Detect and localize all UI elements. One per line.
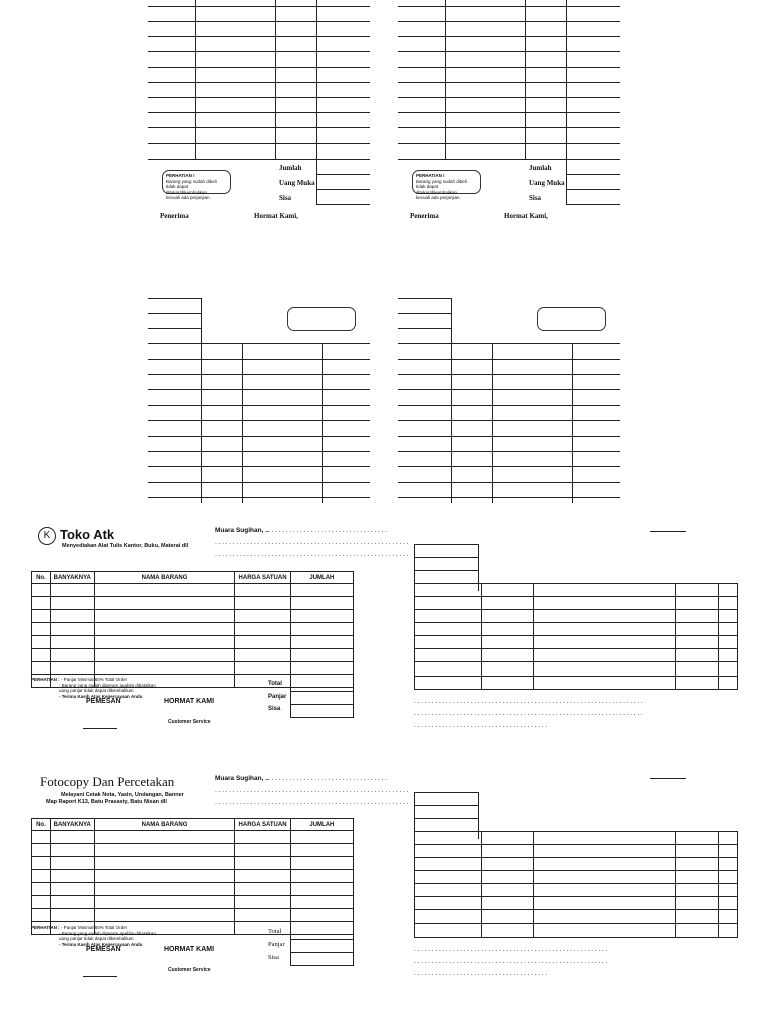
penerima-label: Penerima: [410, 212, 439, 220]
col-jumlah: JUMLAH: [290, 572, 353, 584]
warning-line: Barang yang sudah dibeli: [166, 178, 217, 184]
hormat-label: Hormat Kami,: [504, 212, 548, 220]
city-date: Muara Sugihan, ..: [215, 527, 269, 534]
table-row: [32, 844, 354, 857]
table-row: [32, 623, 354, 636]
subtitle-line-1: Melayani Cetak Nota, Yasin, Undangan, Banner: [61, 792, 184, 798]
col-banyaknya: BANYAKNYA: [50, 572, 94, 584]
notes: [31, 925, 231, 947]
sisa-label: Sisa: [279, 194, 292, 202]
uang-muka-label: Uang Muka: [279, 179, 315, 187]
pemesan-label: PEMESAN: [86, 946, 121, 953]
note-line: - Panjar Minimal 60% Total Order: [60, 677, 128, 682]
table-row: [32, 896, 354, 909]
col-nama-barang: NAMA BARANG: [94, 819, 235, 831]
note-line: uang panjar tidak dapat dikembalikan: [59, 936, 134, 941]
shop-title: Toko Atk: [60, 527, 115, 542]
dotted-line: .......................................................: [215, 539, 410, 546]
table-row: [32, 610, 354, 623]
table-row: [32, 584, 354, 597]
warning-box: [412, 170, 481, 200]
jumlah-label: Jumlah: [529, 164, 552, 172]
warning-box: [162, 170, 231, 200]
customer-service-label: Customer Service: [168, 719, 211, 725]
shop-subtitle: [46, 792, 184, 806]
hormat-kami-label: HORMAT KAMI: [164, 946, 215, 953]
note-line: - Terima Kasih Atas Kepercayaan Anda: [59, 693, 143, 699]
dotted-line: .................................................................: [414, 698, 645, 705]
total-label: Total: [268, 681, 282, 687]
warning-title: PERHATIAN !: [416, 173, 445, 178]
notes-label: PERHATIAN :: [31, 677, 60, 682]
notes-label: PERHATIAN :: [31, 925, 60, 930]
note-line: uang panjar tidak dapat dikembalikan: [59, 688, 134, 693]
warning-line: kecuali ada perjanjian.: [166, 195, 211, 200]
table-row: [32, 636, 354, 649]
hormat-kami-label: HORMAT KAMI: [164, 698, 215, 705]
sisa-label: Sisa: [268, 954, 279, 961]
warning-line: Barang yang sudah dibeli: [416, 178, 467, 184]
date-dotted-line: ..................................: [268, 527, 389, 534]
subtitle-line-2: Map Raport K13, Batu Prasasty, Batu Nisan dll: [46, 799, 167, 805]
dotted-line: .......................................................: [414, 958, 609, 965]
col-nama-barang: NAMA BARANG: [94, 572, 235, 584]
table-row: [32, 870, 354, 883]
shop-subtitle: Menyediakan Alat Tulis Kantor, Buku, Materai dll: [62, 543, 189, 549]
pemesan-label: PEMESAN: [86, 698, 121, 705]
col-harga-satuan: HARGA SATUAN: [235, 572, 290, 584]
panjar-label: Panjar: [268, 694, 287, 700]
col-no: No.: [32, 819, 51, 831]
table-row: [32, 662, 354, 675]
note-line: - Panjar Minimal 60% Total Order: [60, 925, 128, 930]
warning-box-rotated: [537, 307, 606, 331]
panjar-label: Panjar: [268, 941, 285, 948]
note-line: - Barang yang sudah diperam apabila dibatalkan: [59, 930, 156, 936]
logo-k-icon: K: [38, 527, 56, 545]
dotted-line: .......................................................: [215, 551, 410, 558]
customer-service-label: Customer Service: [168, 967, 211, 973]
note-line: - Terima Kasih Atas Kepercayaan Anda: [59, 941, 143, 947]
table-row: [32, 649, 354, 662]
jumlah-label: Jumlah: [279, 164, 302, 172]
dotted-line: .......................................................: [414, 946, 609, 953]
col-no: No.: [32, 572, 51, 584]
warning-title: PERHATIAN !: [166, 173, 195, 178]
table-row: [32, 857, 354, 870]
hormat-label: Hormat Kami,: [254, 212, 298, 220]
warning-line: tidak dapat ditukar/dikembalikan: [166, 184, 208, 195]
col-harga-satuan: HARGA SATUAN: [235, 819, 290, 831]
uang-muka-label: Uang Muka: [529, 179, 565, 187]
table-row: [32, 597, 354, 610]
total-label: Total: [268, 928, 282, 935]
items-table: [31, 571, 354, 688]
warning-line: kecuali ada perjanjian.: [416, 195, 461, 200]
dotted-line: .......................................................: [215, 787, 410, 794]
table-row: [32, 909, 354, 922]
date-dotted-line: ..................................: [268, 775, 389, 782]
warning-line: tidak dapat ditukar/dikembalikan: [416, 184, 458, 195]
notes: [31, 677, 231, 699]
items-table: [31, 818, 354, 935]
city-date: Muara Sugihan, ..: [215, 775, 269, 782]
sisa-label: Sisa: [268, 706, 281, 712]
sisa-label: Sisa: [529, 194, 542, 202]
note-line: - Barang yang sudah diperam apabila dibatalkan: [59, 682, 156, 688]
table-row: [32, 831, 354, 844]
dotted-line: ......................................: [414, 722, 549, 729]
warning-box-rotated: [287, 307, 356, 331]
dotted-line: .......................................................: [215, 799, 410, 806]
shop-title: Fotocopy Dan Percetakan: [40, 774, 175, 789]
dotted-line: ......................................: [414, 970, 549, 977]
col-jumlah: JUMLAH: [290, 819, 353, 831]
table-row: [32, 883, 354, 896]
dotted-line: .................................................................: [414, 710, 645, 717]
penerima-label: Penerima: [160, 212, 189, 220]
col-banyaknya: BANYAKNYA: [50, 819, 94, 831]
